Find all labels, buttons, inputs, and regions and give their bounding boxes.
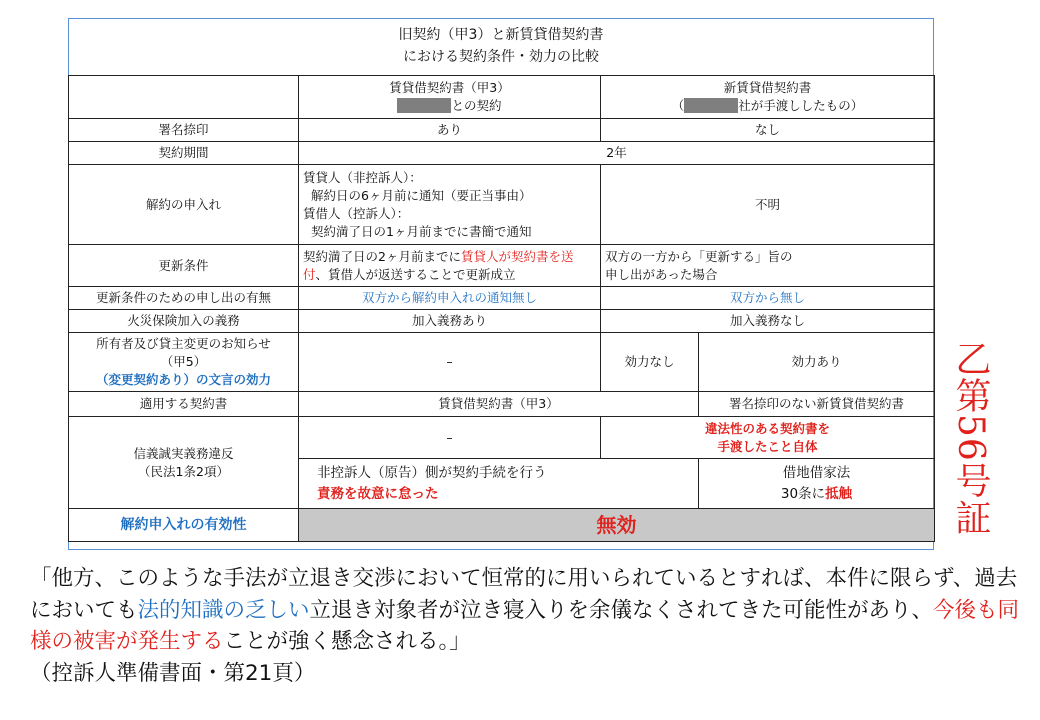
table-row: [69, 165, 935, 245]
quote-part-4: 今後も同様の被害が発生する: [30, 597, 1020, 654]
row-label-fire: 火災保険加入の義務: [69, 310, 299, 333]
quote-part-5: ことが強く懸念される。」: [223, 629, 471, 654]
cell-owner-new-b: 効力あり: [699, 333, 935, 392]
renew-old-c: を送付: [303, 248, 574, 282]
quote-source: （控訴人準備書面・第21頁）: [30, 661, 316, 686]
quote-part-2: 法的知識の乏しい: [137, 597, 310, 623]
table-row: [69, 119, 935, 142]
row-label-owner: [69, 333, 299, 392]
cancel-old-line3: 賃借人（控訴人）：: [303, 205, 410, 221]
title-line-1: 旧契約（甲3）と新賃貸借契約書: [398, 27, 604, 43]
cell-sign-new: なし: [601, 119, 935, 142]
table-title: [69, 19, 933, 75]
table-row: [69, 76, 935, 119]
row-label-applied: 適用する契約書: [69, 392, 299, 417]
quote-part-1: 「他方、このような手法が立退き交渉において恒常的に用いられているとすれば、本件に限らず、過去においても: [30, 566, 1018, 623]
redacted-block: [397, 98, 451, 113]
cell-faith-old-top: –: [299, 417, 601, 459]
table-row: [69, 392, 935, 417]
cell-renew-new: [601, 245, 935, 287]
cell-sign-old: あり: [299, 119, 601, 142]
quote-part-3: 立退き対象者が泣き寝入りを余儀なくされてきた可能性があり、: [309, 597, 934, 623]
faith-new-bottom-line2a: 30条に: [780, 485, 826, 502]
faith-new-bottom-line1: 借地借家法: [782, 464, 851, 481]
cell-validity: 無効: [299, 509, 935, 542]
renew-old-a: 契約満了日の2ヶ月前までに: [303, 248, 461, 264]
row-label-validity: 解約申入れの有効性: [69, 509, 299, 542]
cell-cancel-new: 不明: [601, 165, 935, 245]
header-empty-cell: [69, 76, 299, 119]
table-row: [69, 417, 935, 459]
cell-owner-new-a: 効力なし: [601, 333, 699, 392]
table-row: [69, 509, 935, 542]
cell-owner-old: –: [299, 333, 601, 392]
faith-label-line2: （民法1条2項）: [138, 463, 229, 479]
renew-new-line1: 双方の一方から「更新する」旨の: [605, 248, 793, 264]
row-label-renew: 更新条件: [69, 245, 299, 287]
table-row: [69, 287, 935, 310]
header-new-line2: 社が手渡ししたもの）: [738, 98, 864, 113]
cell-cancel-old: [299, 165, 601, 245]
redacted-block: [684, 98, 738, 113]
cell-renew-offer-new: 双方から無し: [601, 287, 935, 310]
row-label-cancel: 解約の申入れ: [69, 165, 299, 245]
comparison-table: [68, 75, 935, 542]
renew-old-d: 、賃借人が返送することで更新成立: [315, 266, 516, 282]
faith-old-bottom-line1: 非控訴人（原告）側が契約手続を行う: [317, 464, 547, 481]
cancel-old-line2: 解約日の6ヶ月前に通知（要正当事由）: [311, 187, 532, 203]
header-new-contract: [601, 76, 935, 119]
faith-old-bottom-line2: 責務を故意に怠った: [317, 485, 439, 502]
row-label-period: 契約期間: [69, 142, 299, 165]
cell-applied-new: 署名捺印のない新賃貸借契約書: [699, 392, 935, 417]
header-old-line2: との契約: [451, 98, 502, 113]
cell-faith-new-bottom: [699, 459, 935, 509]
owner-label-line1: 所有者及び貸主変更のお知らせ: [96, 336, 271, 351]
owner-label-line3: （変更契約あり）の文言の効力: [95, 372, 271, 387]
cell-fire-old: 加入義務あり: [299, 310, 601, 333]
faith-new-top-line2: 手渡したこと自体: [717, 438, 818, 454]
owner-label-line2: （甲5）: [160, 354, 207, 369]
faith-label-line1: 信義誠実義務違反: [133, 445, 234, 461]
quote-paragraph: [30, 563, 1020, 658]
cell-faith-old-bottom: [299, 459, 699, 509]
cell-renew-old: [299, 245, 601, 287]
cancel-old-line1: 賃貸人（非控訴人）：: [303, 169, 422, 185]
title-line-2: における契約条件・効力の比較: [403, 49, 599, 65]
row-label-renew-offer: 更新条件のための申し出の有無: [69, 287, 299, 310]
table-row: [69, 142, 935, 165]
cell-applied-old: 賃貸借契約書（甲3）: [299, 392, 699, 417]
evidence-number-label: 乙第56号証: [950, 340, 991, 536]
header-new-paren: （: [671, 98, 685, 113]
renew-old-b: 賃貸人が契約書: [460, 248, 549, 264]
cell-renew-offer-old: 双方から解約申入れの通知無し: [299, 287, 601, 310]
table-row: [69, 333, 935, 392]
renew-new-line2: 申し出があった場合: [605, 266, 718, 282]
header-old-contract: [299, 76, 601, 119]
table-row: [69, 245, 935, 287]
faith-new-bottom-line2b: 抵触: [825, 485, 853, 502]
row-label-sign: 署名捺印: [69, 119, 299, 142]
faith-new-top-line1: 違法性のある契約書を: [704, 420, 830, 436]
row-label-faith: [69, 417, 299, 509]
cell-period: 2年: [299, 142, 935, 165]
cell-faith-new-top: [601, 417, 935, 459]
header-old-line1: 賃貸借契約書（甲3）: [389, 80, 510, 95]
cell-fire-new: 加入義務なし: [601, 310, 935, 333]
cancel-old-line4: 契約満了日の1ヶ月前までに書簡で通知: [311, 223, 532, 239]
header-new-line1: 新賃貸借契約書: [723, 80, 812, 95]
table-row: [69, 310, 935, 333]
